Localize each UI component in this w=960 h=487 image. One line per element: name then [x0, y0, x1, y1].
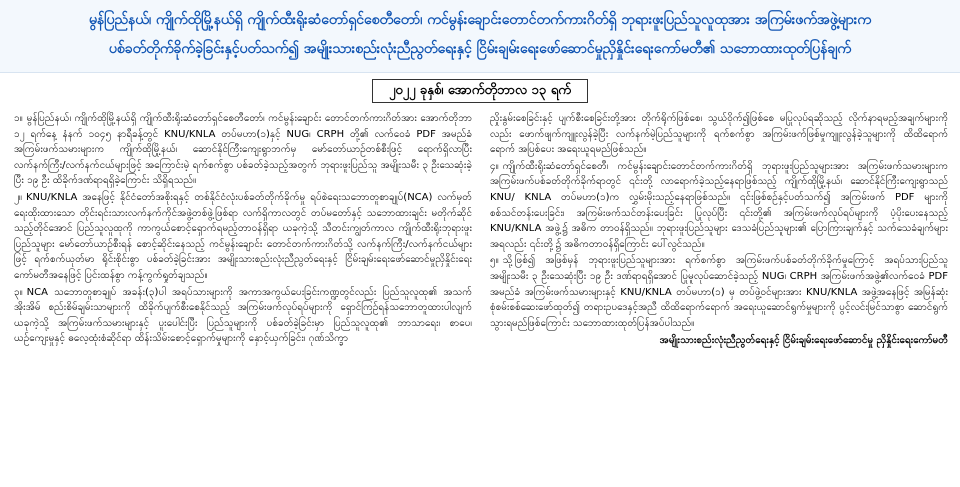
paragraph-1 [14, 111, 472, 189]
paragraph-text: မွန်ပြည်နယ်၊ ကျိုက်ထိုမြို့နယ်ရှိ ကျိုက်ထီးရိုးဆံတော်ရှင်စေတီတော်၊ ကင်မွန်းချောင်း တောင်တက်ကားဂိတ်အား အောက်တိုဘာ ၁၂ ရက်နေ့ နံနက် ၁၀၄၅ နာရီခန့်တွင် KNU/KNLA တပ်မဟာ(၁)နှင့် NUG၊ CRPH တို့၏ လက်ဝေခံ PDF အမည်ခံ အကြမ်းဖက်သမားများက ကျိုက်ထိုမြို့နယ်၊ ဆောင်နိုင်ကြီးကျေးရွာဘက်မှ မော်တော်ယာဉ်တစ်စီးဖြင့် ရောက်ရှိလာပြီး လက်နက်ကြီး/လက်နက်ငယ်များဖြင့် အကြောင်းမဲ့ ရက်စက်စွာ ပစ်ခတ်ခဲ့သည့်အတွက် ဘုရားဖူးပြည်သူ အမျိုးသမီး ၃ ဦးသေဆုံးခဲ့ပြီး ၁၉ ဦး ထိခိုက်ဒဏ်ရာရရှိခဲ့ကြောင်း သိရှိရသည်။ [14, 113, 472, 187]
paragraph-2 [14, 190, 472, 284]
paragraph-text: ညှိုးနွမ်းစေခြင်းနှင့် ပျက်စီးစေခြင်းတို့အား တိုက်ရိုက်ဖြစ်စေ၊ သွယ်ဝိုက်၍ဖြစ်စေ မပြုလုပ်ရဆိုသည့် လိုက်နာရမည့်အချက်များကိုလည်း ဖောက်ဖျက်ကျူးလွန်ခဲ့ပြီး လက်နက်မဲ့ပြည်သူများကို ရက်စက်စွာ အကြမ်းဖက်ဖြစ်မှုကျူးလွန်ခဲ့သူများကို ထိထိရောက်ရောက် အပြစ်ပေး အရေးယူရမည်ဖြစ်သည်။ [490, 113, 948, 156]
paragraph-3 [14, 285, 472, 347]
headline-line-2: ပစ်ခတ်တိုက်ခိုက်ခဲ့ခြင်းနှင့်ပတ်သက်၍ အမျိုးသားစည်းလုံးညီညွတ်ရေးနှင့် ငြိမ်းချမ်းရေးဖော်ဆောင်မှုညှိနှိုင်းရေးကော်မတီ၏ သဘောထားထုတ်ပြန်ချက် [108, 41, 852, 57]
right-column [490, 111, 948, 487]
paragraph-text: ကျိုက်ထီးရိုးဆံတော်ရှင်စေတီ၊ ကင်မွန်းချောင်းတောင်တက်ကားဂိတ်ရှိ ဘုရားဖူးပြည်သူများအား အကြမ်းဖက်သမားများက အကြမ်းဖက်ပစ်ခတ်တိုက်ခိုက်ရာတွင် ၎င်းတို့ လာရောက်ခဲ့သည့်နေရာဖြစ်သည့် ကျိုက်ထိုမြို့နယ်၊ ဆောင်နိုင်ကြီးကျေးရွာသည် KNU/ KNLA တပ်မဟာ(၁)က လွှမ်းမိုးသည့်နေရာဖြစ်သည်။ ၎င်းဖြစ်စဉ်နှင့်ပတ်သက်၍ အကြမ်းဖက် PDF များကို စစ်သင်တန်းပေးခြင်း၊ အကြမ်းဖက်သင်တန်းပေးခြင်း ပြုလုပ်ပြီး ၎င်းတို့၏ အကြမ်းဖက်လုပ်ရပ်များကို ပံ့ပိုးပေးနေသည့် KNU/KNLA အဖွဲ့၌ အဓိက တာဝန်ရှိသည်။ ဘုရားဖူးပြည်သူများ ဒေသခံပြည်သူများ၏ ပြောကြားချက်နှင့် သက်သေခံချက်များအရလည်း ၎င်းတို့၌ အဓိကတာဝန်ရှိကြောင်း ပေါ်လွင်သည်။ [490, 160, 948, 250]
signature: အမျိုးသားစည်းလုံးညီညွတ်ရေးနှင့် ငြိမ်းချမ်းရေးဖော်ဆောင်မှု ညှိနှိုင်းရေးကော်မတီ [659, 335, 948, 347]
paragraph-number: ၄။ [490, 160, 499, 172]
date-box: ၂၀၂၂ ခုနှစ်၊ အောက်တိုဘာလ ၁၃ ရက် [372, 79, 588, 103]
headline-line-1: မွန်ပြည်နယ်၊ ကျိုက်ထိုမြို့နယ်ရှိ ကျိုက်ထီးရိုးဆံတော်ရှင်စေတီတော်၊ ကင်မွန်းချောင်းတောင်တက်ကားဂိတ်ရှိ ဘုရားဖူးပြည်သူလူထုအား အကြမ်းဖက်အဖွဲ့များက [88, 12, 872, 28]
paragraph-text: NCA သဘောတူစာချုပ် အခန်း(၃)ပါ အရပ်သားများကို အကာအကွယ်ပေးခြင်းကဏ္ဍတွင်လည်း ပြည်သူလူထု၏ အသက်အိုးအိမ် စည်းစိမ်ချမ်းသာများကို ထိခိုက်ပျက်စီးစေနိုင်သည့် အကြမ်းဖက်လုပ်ရပ်များကို ရှောင်ကြဉ်ရန်သဘောတူထားပါလျက် ယခုကဲ့သို့ အကြမ်းဖက်သမားများနှင့် ပူးပေါင်းပြီး ပြည်သူများကို ပစ်ခတ်ခဲ့ခြင်းမှာ ပြည်သူလူထု၏ ဘာသာရေး၊ စာပေ၊ ယဉ်ကျေးမှုနှင့် ဓလေ့ထုံးစံဆိုင်ရာ ထိန်းသိမ်းစောင့်ရှောက်မှုများကို နှောင့်ယှက်ခြင်း၊ ဂုဏ်သိက္ခာ [14, 286, 472, 345]
paragraph-number: ၂။ [14, 191, 22, 203]
headline [0, 0, 960, 73]
paragraph-4 [490, 159, 948, 253]
paragraph-number: ၁။ [14, 113, 23, 124]
body-columns [0, 103, 960, 487]
date-row [0, 79, 960, 103]
paragraph-number: ၅။ [490, 255, 499, 267]
paragraph-text: သို့ဖြစ်၍ အဖြစ်မှန် ဘုရားဖူးပြည်သူများအား ရက်စက်စွာ အကြမ်းဖက်ပစ်ခတ်တိုက်ခိုက်မှုကြောင့် အရပ်သားပြည်သူ အမျိုးသမီး ၃ ဦးသေဆုံးပြီး ၁၉ ဦး ဒဏ်ရာရရှိအောင် ပြုမူလုပ်ဆောင်ခဲ့သည့် NUG၊ CRPH အကြမ်းဖက်အဖွဲ့၏လက်ဝေခံ PDF အမည်ခံ အကြမ်းဖက်သမားများနှင့် KNU/KNLA တပ်မဟာ(၁) မှ တပ်ဖွဲ့ဝင်များအား KNU/KNLA အဖွဲ့အနေဖြင့် အမြန်ဆုံး စုံစမ်းစစ်ဆေးဖော်ထုတ်၍ တရားဥပဒေနှင့်အညီ ထိထိရောက်ရောက် အရေးယူဆောင်ရွက်မှုများကို ပွင့်လင်းမြင်သာစွာ ဆောင်ရွက်သွားရမည်ဖြစ်ကြောင်း သဘောထားထုတ်ပြန်အပ်ပါသည်။ [490, 255, 948, 329]
paragraph-5 [490, 253, 948, 331]
paragraph-number: ၃။ [14, 286, 23, 298]
paragraph-3-continued [490, 111, 948, 158]
paragraph-text: KNU/KNLA အနေဖြင့် နိုင်ငံတော်အစိုးရနှင့် တစ်နိုင်ငံလုံးပစ်ခတ်တိုက်ခိုက်မှု ရပ်စဲရေးသဘောတူစာချုပ်(NCA) လက်မှတ်ရေးထိုးထားသော တိုင်းရင်းသားလက်နက်ကိုင်အဖွဲ့တစ်ဖွဲ့ဖြစ်ရာ လက်ရှိကာလတွင် တပ်မတော်နှင့် သဘောထားချင်း မတိုက်ဆိုင်သည့်တိုင်အောင် ပြည်သူလူထုကို ကာကွယ်စောင့်ရှောက်ရမည့်တာဝန်ရှိရာ ယခုကဲ့သို့ သီတင်းကျွတ်ကာလ ကျိုက်ထီးရိုးဘုရားဖူး ပြည်သူများ မော်တော်ယာဉ်စီးရန် စောင့်ဆိုင်းနေသည့် ကင်မွန်းချောင်း တောင်တက်ကားဂိတ်သို့ လက်နက်ကြီး/လက်နက်ငယ်များဖြင့် ရက်စက်ယုတ်မာ ရိုင်းစိုင်းစွာ ပစ်ခတ်ခဲ့ခြင်းအား အမျိုးသားစည်းလုံးညီညွတ်ရေးနှင့် ငြိမ်းချမ်းရေးဖော်ဆောင်မှုညှိနှိုင်းရေးကော်မတီအနေဖြင့် ပြင်းထန်စွာ ကန့်ကွက်ရှုတ်ချသည်။ [14, 191, 472, 281]
left-column [14, 111, 472, 487]
